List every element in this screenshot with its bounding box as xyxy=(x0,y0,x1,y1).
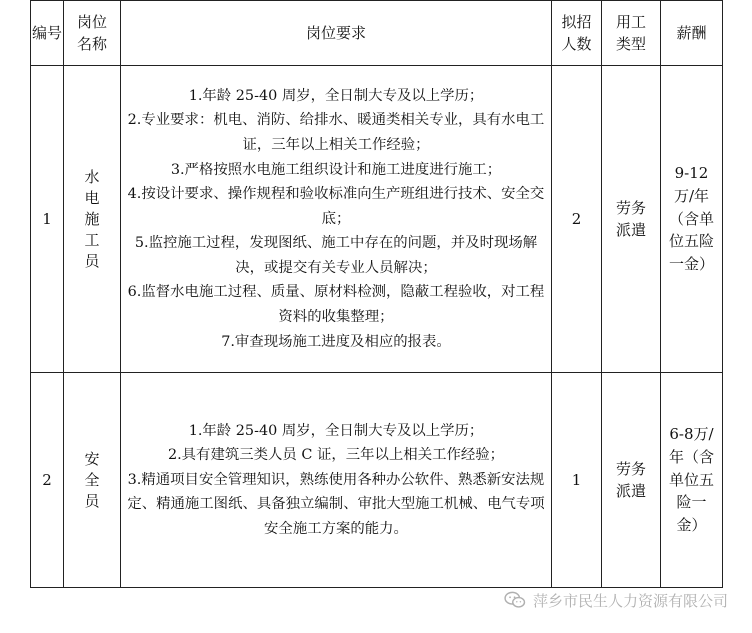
salary: 6-8万/年（含单位五险一金） xyxy=(661,373,723,588)
employment-type: 劳务派遣 xyxy=(602,373,661,588)
row-number: 2 xyxy=(31,373,64,588)
wechat-icon xyxy=(503,591,527,609)
table-row xyxy=(31,66,723,373)
salary: 9-12万/年（含单位五险一金） xyxy=(661,66,723,373)
requirements-list xyxy=(121,84,551,355)
requirement-item: 7.审查现场施工进度及相应的报表。 xyxy=(221,333,451,350)
header-count: 拟招人数 xyxy=(552,1,602,66)
requirements-list xyxy=(121,419,551,542)
requirement-item: 2.专业要求：机电、消防、给排水、暖通类相关专业，具有水电工证，三年以上相关工作经验； xyxy=(127,112,545,153)
header-type: 用工类型 xyxy=(602,1,661,66)
requirement-item: 3.精通项目安全管理知识，熟练使用各种办公软件、熟悉新安法规定、精通施工图纸、具备独立编制、审批大型施工机械、电气专项安全施工方案的能力。 xyxy=(127,471,545,537)
hire-count: 2 xyxy=(552,66,602,373)
requirements-cell xyxy=(121,66,552,373)
header-num: 编号 xyxy=(31,1,64,66)
requirement-item: 3.严格按照水电施工组织设计和施工进度进行施工； xyxy=(170,161,502,178)
requirement-item: 1.年龄 25-40 周岁，全日制大专及以上学历； xyxy=(188,422,484,439)
header-position: 岗位名称 xyxy=(64,1,121,66)
hire-count: 1 xyxy=(552,373,602,588)
watermark-text: 萍乡市民生人力资源有限公司 xyxy=(532,591,728,610)
requirement-item: 2.具有建筑三类人员 C 证，三年以上相关工作经验； xyxy=(167,447,505,464)
requirement-item: 5.监控施工过程，发现图纸、施工中存在的问题，并及时现场解决，或提交有关专业人员解决； xyxy=(134,235,538,276)
header-requirements: 岗位要求 xyxy=(121,1,552,66)
position-name: 安全员 xyxy=(64,373,121,588)
employment-type: 劳务派遣 xyxy=(602,66,661,373)
requirement-item: 1.年龄 25-40 周岁，全日制大专及以上学历； xyxy=(188,87,484,104)
header-row xyxy=(31,1,723,66)
requirements-cell xyxy=(121,373,552,588)
requirement-item: 6.监督水电施工过程、质量、原材料检测，隐蔽工程验收，对工程资料的收集整理； xyxy=(127,284,545,326)
row-number: 1 xyxy=(31,66,64,373)
position-name: 水电施工员 xyxy=(64,66,121,373)
header-salary: 薪酬 xyxy=(661,1,723,66)
table-row xyxy=(31,373,723,588)
job-table xyxy=(30,0,723,588)
requirement-item: 4.按设计要求、操作规程和验收标准向生产班组进行技术、安全交底； xyxy=(127,186,545,227)
watermark xyxy=(503,588,728,612)
